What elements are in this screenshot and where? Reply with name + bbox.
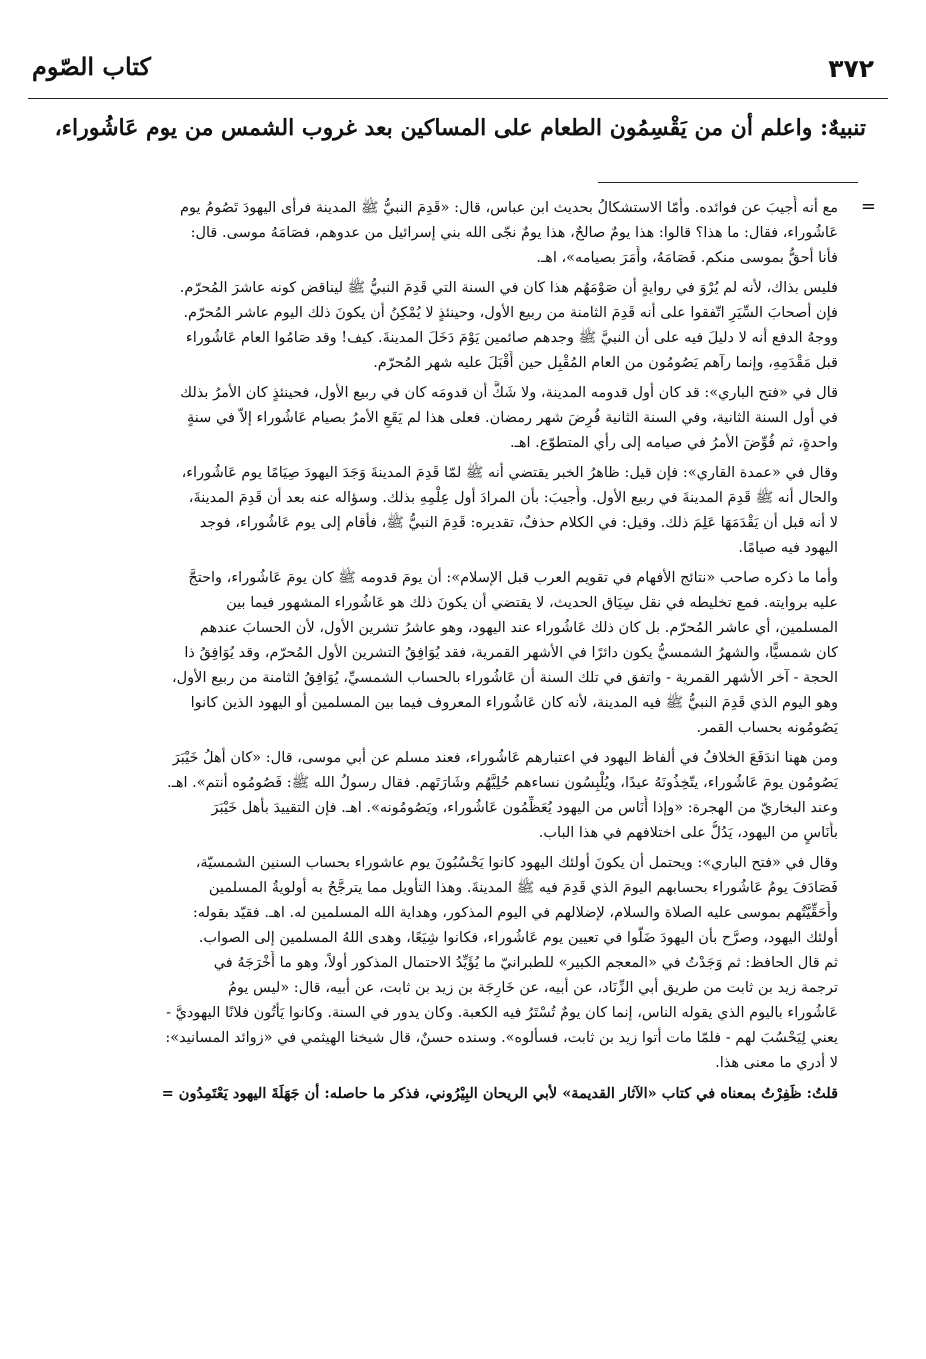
text-line: المسلمين، أي عاشر المُحرّم. بل كان ذلك عَاشُوراء عند اليهود، وهو عاشرُ تشرين الأول، لأن الحسابَ عندهم (199, 620, 838, 636)
footnote-paragraph (24, 746, 838, 846)
footnote-paragraph (24, 566, 838, 741)
text-line: ومن ههنا اندَفَعَ الخلافُ في ألفاظ اليهود في اعتبارهم عَاشُوراء، فعند مسلم عن أبي موسى، قال: «كان أهلُ خَيْبَرَ (172, 750, 838, 766)
footnote-paragraph (24, 461, 838, 561)
footnote-paragraph (24, 381, 838, 456)
footnote-paragraph (24, 1081, 838, 1106)
text-line: يعني لِيَحْسُبَ لهم - فلمّا مات أتوا زيد بن ثابت، فسألوه». وسنده حسنٌ، قال شيخنا الهيثمي في «زوائد المسانيد»: (165, 1030, 838, 1046)
text-line: لا أدري ما معنى هذا. (715, 1055, 838, 1071)
text-line: أولئك اليهود، وصرَّح بأن اليهودَ ضَلُّوا في تعيين يوم عَاشُوراء، فكانوا شِيَعًا، وهدى اللهُ المسلمين إلى الصواب. (198, 930, 838, 946)
text-line: في أول السنة الثانية، وفي السنة الثانية فُرِضَ شهر رمضان. فعلى هذا لم يَقَعِ الأمرُ بصيام عَاشُوراء إلاّ في سنةٍ (187, 410, 838, 426)
text-line: اليهود فيه صيامًا. (738, 540, 838, 556)
text-line: عليه بروايته. فمع تخليطه في نقل سِيَاق الحديث، لا يقتضي أن يكونَ ذلك هو عَاشُوراء المشهور فيما بين (226, 595, 838, 611)
text-line: مع أنه أُجيبَ عن فوائده. وأمّا الاستشكالُ بحديث ابن عباس، قال: «قَدِمَ النبيُّ ﷺ المدينة فرأى اليهودَ تَصُومُ يوم (180, 200, 838, 216)
footnote-paragraph (24, 196, 838, 271)
text-line: يَصُومُونه بحساب القمر. (696, 720, 838, 736)
text-line: يَصُومُون يومَ عَاشُوراء، يتّخِذُونَهُ عيدًا، ويُلْبِسُون نساءهم حُلِيَّهُم وشَارَتَهم. فقال رسولُ الله ﷺ: فَصُومُوه أنتم». اهـ. (166, 775, 838, 791)
text-line: وعند البخاريّ من الهجرة: «وإذا أُنَاس من اليهود يُعَظِّمُون عَاشُوراء، ويَصُومُونه». اهـ. فإن التقييدَ بأهل خَيْبَرَ (211, 800, 838, 816)
footnote-continuation-marker: = (860, 196, 876, 217)
header-rule (28, 98, 888, 99)
text-line: وقال في «عمدة القاري»: فإن قيل: ظاهرُ الخبر يقتضي أنه ﷺ لمّا قَدِمَ المدينةَ وَجَدَ اليهودَ صِيَامًا يوم عَاشُوراء، (181, 465, 838, 481)
text-line: لا أنه قبل أن يَقْدَمَهَا عَلِمَ ذلك. وقيل: في الكلام حذفٌ، تقديره: قَدِمَ النبيُّ ﷺ، فأقام إلى يوم عَاشُوراء، فوجد (199, 515, 838, 531)
text-line: عَاشُوراء باليوم الذي يقوله الناس، إنما كان يومٌ تُسْتَرُ فيه الكعبة. وكان يدور في السنة. وكانوا يَأْتُون فلانًا اليهوديَّ - (166, 1005, 838, 1021)
text-line: بأُنَاسٍ من اليهود، يَدُلُّ على اختلافهم في هذا الباب. (538, 825, 838, 841)
text-line: ترجمة زيد بن ثابت من طريق أبي الزِّنَاد، عن أبيه، عن خَارِجَة بن زيد بن ثابت، عن أبيه، قال: «ليس يومُ (227, 980, 838, 996)
text-line: قبل مَقْدَمِهِ، وإنما رآهم يَصُومُون من العام المُقْبِل حين أَقْبَلَ عليه شهر المُحرّم. (373, 355, 838, 371)
text-line: فليس بذاك، لأنه لم يُرْوَ في روايةٍ أن صَوْمَهُم هذا كان في السنة التي قَدِمَ النبيُّ ﷺ ليناقض كونه عاشرَ المُحرّم. (179, 280, 838, 296)
text-line: الحجة - آخر الأشهر القمرية - واتفق في تلك السنة أن عَاشُوراء بالحساب الشمسيِّ، يُوَافِقُ الثامنة من ربيع الأول، (171, 670, 838, 686)
text-line: وقال في «فتح الباري»: ويحتمل أن يكونَ أولئك اليهود كانوا يَحْسُبُونَ يوم عاشوراء بحساب السنين الشمسيّة، (195, 855, 838, 871)
text-line: كان شمسيًّا، والشهرُ الشمسيُّ يكون دائرًا في الأشهر القمرية، فقد يُوَافِقُ التشرين الأول المُحرّم، وقد يُوَافِقُ ذا (184, 645, 838, 661)
footnote-body (24, 196, 838, 1111)
text-line: ثم قال الحافظ: ثم وَجَدْتُ في «المعجم الكبير» للطبرانيّ ما يُؤَيِّدُ الاحتمال المذكور أولاً، وهو ما أَخْرَجَهُ في (213, 955, 838, 971)
page-number: ٣٧٢ (828, 54, 874, 83)
text-line: ووجهُ الدفع أنه لا دليلَ فيه على أن النبيَّ ﷺ وجدهم صائمين يَوْمَ دَخَلَ المدينةَ. كيف! وقد صَامُوا العام عَاشُوراء (185, 330, 838, 346)
text-line: وأَحَقِّيَّتُهم بموسى عليه الصلاة والسلام، لإضلالهم في اليوم المذكور، وهداية الله المسلمين له. اهـ. فقيّد بقوله: (192, 905, 838, 921)
text-line: والحال أنه ﷺ قَدِمَ المدينةَ في ربيع الأول. وأُجيبَ: بأن المرادَ أول عِلْمِهِ بذلك. وسؤاله عنه بعد أن قَدِمَ المدينةَ، (188, 490, 838, 506)
text-line: قلتُ: ظَفِرْتُ بمعناه في كتاب «الآثار القديمة» لأبي الريحان البِيْرُوني، فذكر ما حاصله: أن جَهَلَةَ اليهود يَعْتَمِدُون = (161, 1085, 838, 1102)
text-line: قال في «فتح الباري»: قد كان أول قدومه المدينة، ولا شَكَّ أن قدومَه كان في ربيع الأول، فحينئذٍ كان الأمرُ بذلك (180, 385, 838, 401)
footnote-paragraph (24, 851, 838, 1076)
text-line: واحدةٍ، ثم فُوِّضَ الأمرُ في صيامه إلى رأي المتطوّع. اهـ. (509, 435, 838, 451)
footnote-rule (598, 182, 858, 183)
footnote-paragraph (24, 276, 838, 376)
running-head (32, 48, 874, 98)
text-line: فإن أصحابَ السِّيَرِ اتّفقوا على أنه قَدِمَ الثامنة من ربيع الأول، وحينئذٍ لا يُمْكِنُ أن يكونَ ذلك اليوم عاشر المُحرّم. (183, 305, 838, 321)
text-line: فأنا أحقُّ بموسى منكم. فَصَامَهُ، وأَمَرَ بصيامه»، اهـ. (536, 250, 838, 266)
text-line: عَاشُوراء، فقال: ما هذا؟ قالوا: هذا يومٌ صالحٌ، هذا يومٌ نجّى الله بني إسرائيل من عدوهم، فصَامَهُ موسى. قال: (190, 225, 838, 241)
tanbih-heading: تنبيهٌ: واعلم أن من يَقْسِمُون الطعام على المساكين بعد غروب الشمس من يوم عَاشُوراء، (54, 115, 866, 141)
text-line: فَصَادَفَ يومُ عَاشُوراء بحسابهم اليومَ الذي قَدِمَ فيه ﷺ المدينةَ. وهذا التأويل مما يترجَّحُ به أولويةُ المسلمين (208, 880, 838, 896)
text-line: وأما ما ذكره صاحب «نتائج الأفهام في تقويم العرب قبل الإسلام»: أن يومَ قدومه ﷺ كان يومَ عَاشُوراء، واحتجَّ (188, 570, 838, 586)
text-line: وهو اليوم الذي قَدِمَ النبيُّ ﷺ فيه المدينة، لأنه كان عَاشُوراء المعروف فيما بين المسلمين أو اليهود الذين كانوا (190, 695, 838, 711)
book-title: كتاب الصّوم (32, 52, 151, 81)
